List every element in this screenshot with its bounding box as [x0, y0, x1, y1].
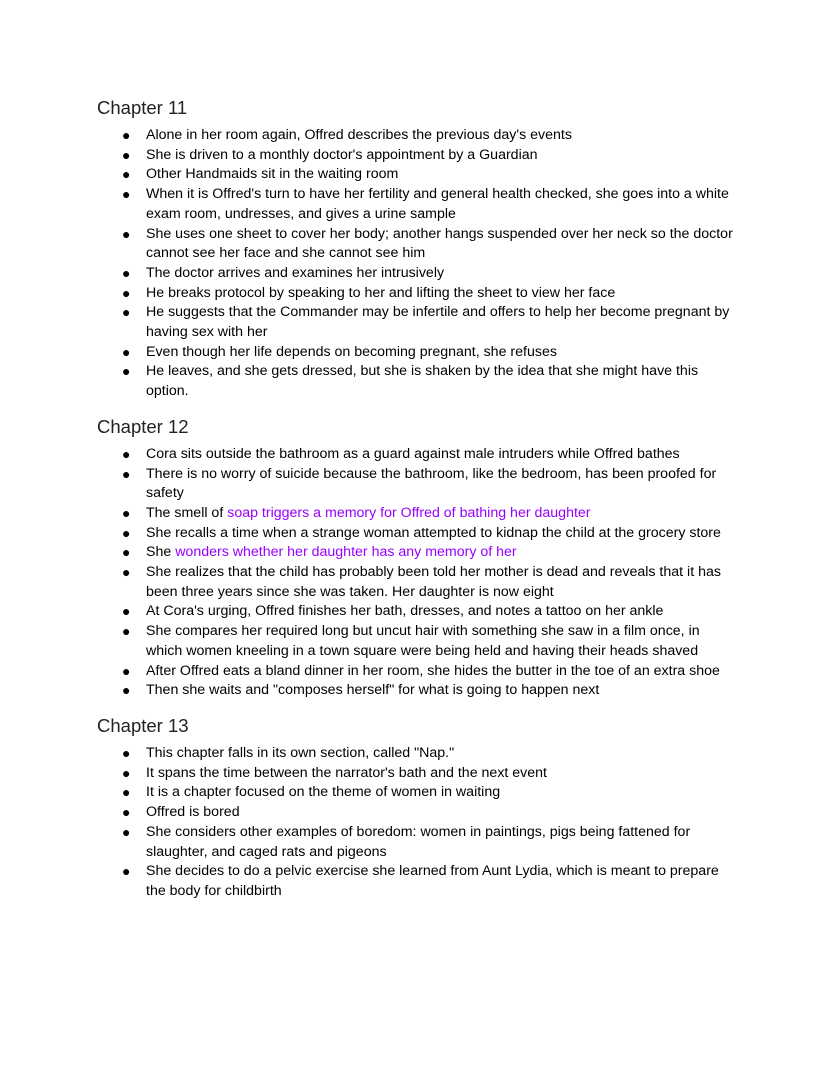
list-item-text: He suggests that the Commander may be infertile and offers to help her become pregnant by having sex with her: [146, 304, 730, 341]
list-item-text: The smell of: [146, 504, 228, 521]
list-item-text: At Cora's urging, Offred finishes her bath, dresses, and notes a tattoo on her ankle: [146, 603, 664, 620]
list-item-text: She realizes that the child has probably been told her mother is dead and reveals that it has been three years since she was taken. Her daughter is now eight: [146, 564, 721, 600]
list-item-text: It spans the time between the narrator's bath and the next event: [146, 764, 547, 781]
list-item-text: She considers other examples of boredom: women in paintings, pigs being fattened for slaughter, and caged rats and pigeons: [146, 823, 691, 860]
list-item-text: She decides to do a pelvic exercise she learned from Aunt Lydia, which is meant to prepare the body for childbirth: [146, 863, 719, 899]
chapter-section: [97, 94, 737, 402]
bullet-icon: ●: [122, 564, 131, 581]
list-item-text: She uses one sheet to cover her body; another hangs suspended over her neck so the doctor cannot see her face and she cannot see him: [146, 225, 733, 262]
bullet-icon: ●: [122, 504, 131, 521]
list-item: [97, 681, 737, 701]
list-item-text: After Offred eats a bland dinner in her room, she hides the butter in the toe of an extra shoe: [146, 662, 720, 679]
list-item: [97, 803, 737, 823]
list-item-text: Even though her life depends on becoming pregnant, she refuses: [146, 343, 557, 360]
chapter-section: [97, 413, 737, 701]
list-item: [97, 284, 737, 304]
bullet-icon: ●: [122, 682, 131, 699]
list-item: [97, 563, 737, 602]
list-item-text: When it is Offred's turn to have her fertility and general health checked, she goes into a white exam room, undresses, and gives a urine sample: [146, 186, 729, 222]
bullet-icon: ●: [122, 465, 131, 482]
list-item-text: She is driven to a monthly doctor's appointment by a Guardian: [146, 146, 538, 163]
bullet-icon: ●: [122, 343, 131, 360]
list-item: [97, 146, 737, 166]
list-item: [97, 602, 737, 622]
list-item-text: He leaves, and she gets dressed, but she is shaken by the idea that she might have this option.: [146, 363, 699, 400]
bullet-icon: ●: [122, 363, 131, 380]
bullet-icon: ●: [122, 784, 131, 801]
bullet-icon: ●: [122, 662, 131, 679]
list-item-text: There is no worry of suicide because the bathroom, like the bedroom, has been proofed for safety: [146, 465, 717, 502]
list-item-text: It is a chapter focused on the theme of women in waiting: [146, 784, 501, 801]
bullet-list: [97, 744, 737, 902]
list-item: [97, 343, 737, 363]
bullet-list: [97, 445, 737, 701]
list-item-text: Other Handmaids sit in the waiting room: [146, 166, 399, 183]
bullet-icon: ●: [122, 225, 131, 242]
list-item-text: She compares her required long but uncut hair with something she saw in a film once, in which women kneeling in a town square were being held and having their heads shaved: [146, 623, 700, 659]
list-item: [97, 662, 737, 682]
bullet-icon: ●: [122, 863, 131, 880]
bullet-icon: ●: [122, 804, 131, 821]
chapter-title: Chapter 11: [97, 97, 188, 118]
list-item: [97, 543, 737, 563]
bullet-icon: ●: [122, 304, 131, 321]
chapter-title: Chapter 13: [97, 714, 189, 736]
list-item: [97, 165, 737, 185]
bullet-icon: ●: [122, 264, 131, 281]
list-item-highlight: wonders whether her daughter has any memory of her: [175, 544, 517, 561]
list-item: [97, 126, 737, 146]
list-item-text: She: [146, 544, 176, 561]
list-item-text: Cora sits outside the bathroom as a guard against male intruders while Offred bathes: [146, 445, 680, 462]
bullet-icon: ●: [122, 127, 131, 143]
list-item-text: He breaks protocol by speaking to her and lifting the sheet to view her face: [146, 284, 616, 301]
list-item: [97, 225, 737, 264]
list-item-text: She recalls a time when a strange woman attempted to kidnap the child at the grocery store: [146, 524, 721, 541]
list-item: [97, 264, 737, 284]
chapter-title: Chapter 12: [97, 415, 189, 437]
list-item-highlight: soap triggers a memory for Offred of bathing her daughter: [227, 504, 591, 521]
list-item: [97, 862, 737, 901]
bullet-icon: ●: [122, 284, 131, 301]
bullet-icon: ●: [122, 623, 131, 640]
bullet-icon: ●: [122, 445, 131, 462]
list-item: [97, 524, 737, 544]
list-item: [97, 823, 737, 862]
list-item: [97, 764, 737, 784]
document-page: [97, 94, 737, 902]
list-item: [97, 622, 737, 661]
list-item: [97, 303, 737, 342]
list-item: [97, 362, 737, 401]
bullet-list: [97, 126, 737, 402]
list-item-text: This chapter falls in its own section, called "Nap.": [146, 744, 455, 761]
list-item-text: Alone in her room again, Offred describes the previous day's events: [146, 127, 572, 143]
bullet-icon: ●: [122, 603, 131, 620]
list-item: [97, 744, 737, 764]
bullet-icon: ●: [122, 166, 131, 183]
list-item: [97, 504, 737, 524]
list-item-text: The doctor arrives and examines her intrusively: [146, 264, 445, 281]
list-item: [97, 783, 737, 803]
bullet-icon: ●: [122, 146, 131, 163]
bullet-icon: ●: [122, 823, 131, 840]
bullet-icon: ●: [122, 544, 131, 561]
list-item-text: Then she waits and "composes herself" for what is going to happen next: [146, 682, 600, 699]
chapter-list: [97, 94, 737, 902]
chapter-section: [97, 712, 737, 902]
list-item: [97, 185, 737, 224]
list-item: [97, 465, 737, 504]
list-item-text: Offred is bored: [146, 804, 240, 821]
bullet-icon: ●: [122, 186, 131, 203]
bullet-icon: ●: [122, 764, 131, 781]
bullet-icon: ●: [122, 524, 131, 541]
list-item: [97, 445, 737, 465]
bullet-icon: ●: [122, 744, 131, 761]
